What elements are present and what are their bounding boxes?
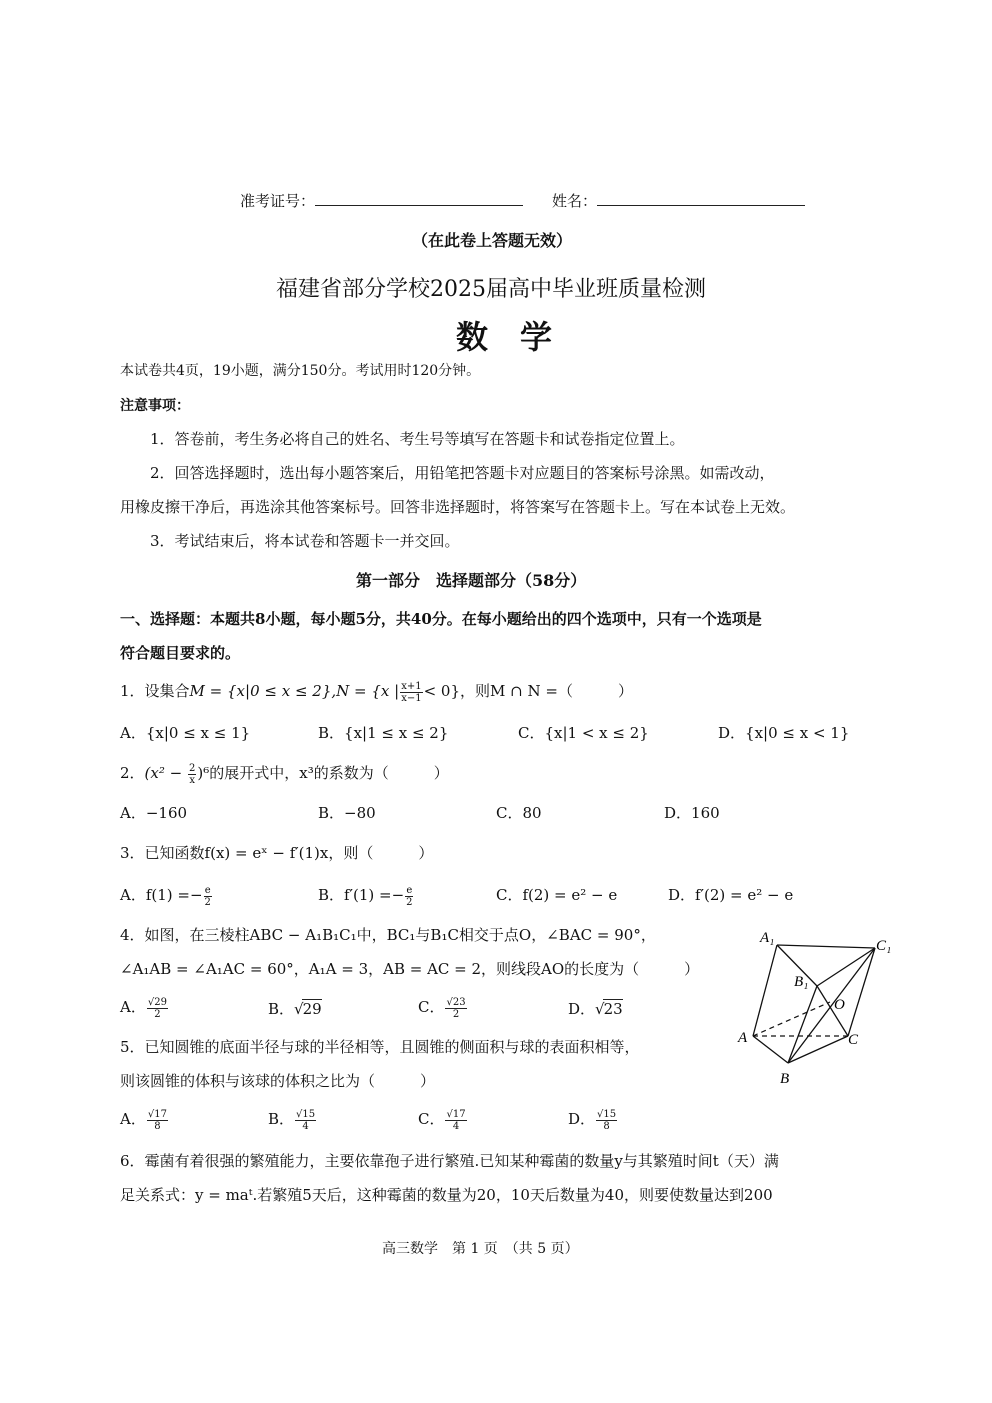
label-B1: B₁ [794, 974, 809, 990]
question-4-line1: 4．如图，在三棱柱ABC − A₁B₁C₁中，BC₁与B₁C相交于点O，∠BAC = 90°， [120, 926, 656, 944]
question-3: 3．已知函数f(x) = eˣ − f′(1)x，则（ ） [120, 844, 434, 862]
option: C． $\frac{√23}{2}$ [418, 996, 466, 1020]
option: A．{x|0 ≤ x ≤ 1} [120, 724, 251, 742]
option: C．80 [496, 804, 542, 822]
note-item: 3．考试结束后，将本试卷和答题卡一并交回。 [150, 532, 460, 550]
label-A: A [738, 1030, 748, 1046]
option: D．√23 [568, 1000, 623, 1018]
option: D．{x|0 ≤ x < 1} [718, 724, 850, 742]
label-O: O [834, 997, 845, 1013]
question-5-line2: 则该圆锥的体积与该球的体积之比为（ ） [120, 1072, 436, 1090]
fraction: $\frac{2}{x}$ [188, 762, 196, 786]
prism-figure [730, 920, 900, 1090]
question-6-line2: 足关系式：y = maᵗ.若繁殖5天后，这种霉菌的数量为20，10天后数量为40，则要使数量达到200 [120, 1186, 773, 1204]
part1-title: 第一部分 选择题部分（58分） [356, 571, 587, 590]
note-item: 2．回答选择题时，选出每小题答案后，用铅笔把答题卡对应题目的答案标号涂黑。如需改动， [150, 464, 775, 482]
option: B．√29 [268, 1000, 322, 1018]
name-label: 姓名： [552, 192, 598, 210]
option: B．f′(1) =− $\frac{e}{2}$ [318, 884, 413, 908]
ticket-number-blank [315, 191, 523, 206]
question-2: 2．(x² − $\frac{2}{x}$ )⁶的展开式中，x³的系数为（ ） [120, 762, 449, 786]
label-C: C [848, 1032, 859, 1048]
fraction: $\frac{x+1}{x-1}$ [401, 680, 422, 704]
invalid-note: （在此卷上答题无效） [412, 231, 573, 250]
question-6-line1: 6．霉菌有着很强的繁殖能力，主要依靠孢子进行繁殖.已知某种霉菌的数量y与其繁殖时间t（天）满 [120, 1152, 779, 1170]
note-item: 1．答卷前，考生务必将自己的姓名、考生号等填写在答题卡和试卷指定位置上。 [150, 430, 685, 448]
question-5-line1: 5．已知圆锥的底面半径与球的半径相等，且圆锥的侧面积与球的表面积相等， [120, 1038, 640, 1056]
option: B． $\frac{√15}{4}$ [268, 1108, 316, 1132]
option: A．f(1) =− $\frac{e}{2}$ [120, 884, 211, 908]
name-blank [597, 191, 805, 206]
option: B．−80 [318, 804, 376, 822]
option: C．f(2) = e² − e [496, 886, 618, 904]
label-B: B [780, 1071, 790, 1087]
option: C． $\frac{√17}{4}$ [418, 1108, 466, 1132]
subject-title: 数 学 [456, 318, 553, 356]
option: A． $\frac{√29}{2}$ [120, 996, 167, 1020]
part1-intro: 符合题目要求的。 [120, 644, 241, 662]
exam-info: 本试卷共4页，19小题，满分150分。考试用时120分钟。 [120, 363, 481, 379]
option: A． $\frac{√17}{8}$ [120, 1108, 167, 1132]
part1-intro: 一、选择题：本题共8小题，每小题5分，共40分。在每小题给出的四个选项中，只有一个选项是 [120, 610, 762, 628]
option: C．{x|1 < x ≤ 2} [518, 724, 649, 742]
option: D．f′(2) = e² − e [668, 886, 794, 904]
question-1: 1．设集合M = {x|0 ≤ x ≤ 2},N = {x | $\frac{x+1}{x-1}$ < 0}，则M ∩ N =（ ） [120, 680, 633, 704]
notes-heading: 注意事项： [120, 398, 190, 414]
page-footer: 高三数学 第 1 页 （共 5 页） [382, 1241, 579, 1257]
option: B．{x|1 ≤ x ≤ 2} [318, 724, 449, 742]
option: A．−160 [120, 804, 188, 822]
question-4-line2: ∠A₁AB = ∠A₁AC = 60°，A₁A = 3，AB = AC = 2，则线段AO的长度为（ ） [120, 960, 700, 978]
label-C1: C₁ [876, 938, 892, 954]
label-A1: A₁ [760, 930, 775, 946]
ticket-number-label: 准考证号： [240, 192, 316, 210]
name-field [552, 190, 805, 212]
option: D．160 [664, 804, 720, 822]
option: D． $\frac{√15}{8}$ [568, 1108, 617, 1132]
exam-title: 福建省部分学校2025届高中毕业班质量检测 [276, 277, 706, 302]
note-item: 用橡皮擦干净后，再选涂其他答案标号。回答非选择题时，将答案写在答题卡上。写在本试卷上无效。 [120, 498, 796, 516]
ticket-number-field [240, 190, 523, 212]
